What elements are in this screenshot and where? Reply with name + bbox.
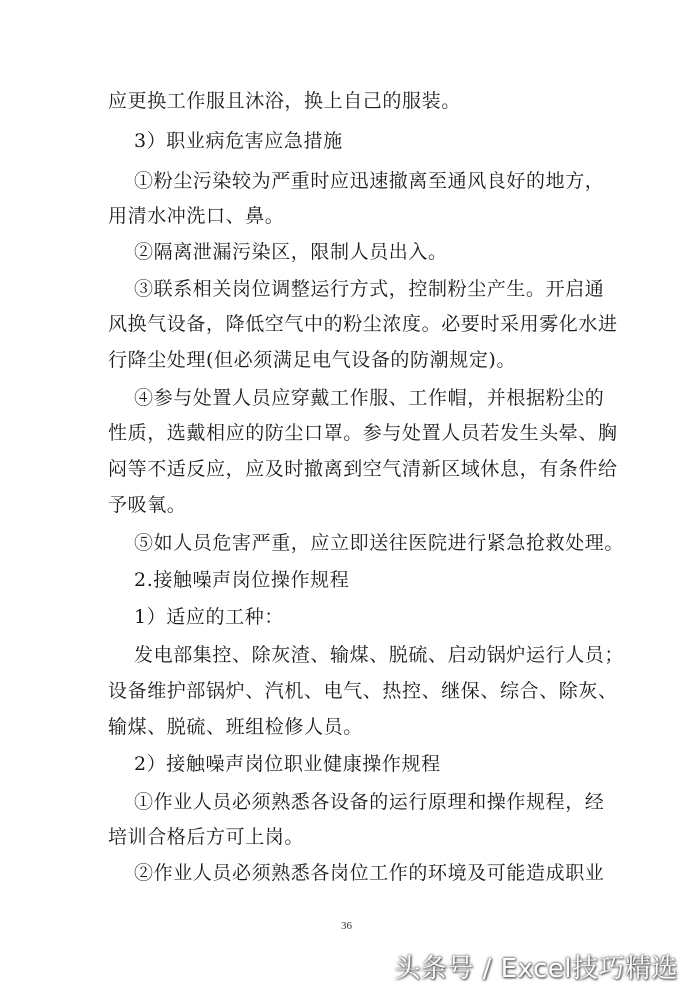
- text-line: 闷等不适反应，应及时撤离到空气清新区域休息，有条件给: [108, 458, 618, 480]
- text-line: 输煤、脱硫、班组检修人员。: [108, 716, 363, 738]
- section-heading: 2）接触噪声岗位职业健康操作规程: [134, 753, 441, 775]
- text-line: ②作业人员必须熟悉各岗位工作的环境及可能造成职业: [134, 862, 605, 884]
- text-line: 风换气设备，降低空气中的粉尘浓度。必要时采用雾化水进: [108, 313, 618, 335]
- text-line: ②隔离泄漏污染区，限制人员出入。: [134, 241, 448, 263]
- text-line: 发电部集控、除灰渣、输煤、脱硫、启动锅炉运行人员；: [134, 644, 625, 666]
- section-heading: 1）适应的工种：: [134, 606, 284, 628]
- text-line: ⑤如人员危害严重，应立即送往医院进行紧急抢救处理。: [134, 532, 625, 554]
- watermark: 头条号 / Excel技巧精选: [394, 954, 678, 984]
- text-line: ③联系相关岗位调整运行方式，控制粉尘产生。开启通: [134, 278, 605, 300]
- text-line: 应更换工作服且沐浴，换上自己的服装。: [108, 90, 461, 112]
- text-line: ④参与处置人员应穿戴工作服、工作帽，并根据粉尘的: [134, 387, 605, 409]
- text-line: 性质，选戴相应的防尘口罩。参与处置人员若发生头晕、胸: [108, 422, 618, 444]
- text-line: 培训合格后方可上岗。: [108, 826, 305, 848]
- text-line: 用清水冲洗口、鼻。: [108, 205, 285, 227]
- page-number: 36: [341, 920, 352, 932]
- text-line: 设备维护部锅炉、汽机、电气、热控、继保、综合、除灰、: [108, 680, 618, 702]
- section-heading: 3）职业病危害应急措施: [134, 130, 343, 152]
- text-line: ①作业人员必须熟悉各设备的运行原理和操作规程，经: [134, 791, 605, 813]
- text-line: ①粉尘污染较为严重时应迅速撤离至通风良好的地方，: [134, 170, 605, 192]
- text-line: 行降尘处理(但必须满足电气设备的防潮规定)。: [108, 349, 517, 371]
- text-line: 予吸氧。: [108, 494, 187, 516]
- section-heading: 2.接触噪声岗位操作规程: [134, 569, 350, 591]
